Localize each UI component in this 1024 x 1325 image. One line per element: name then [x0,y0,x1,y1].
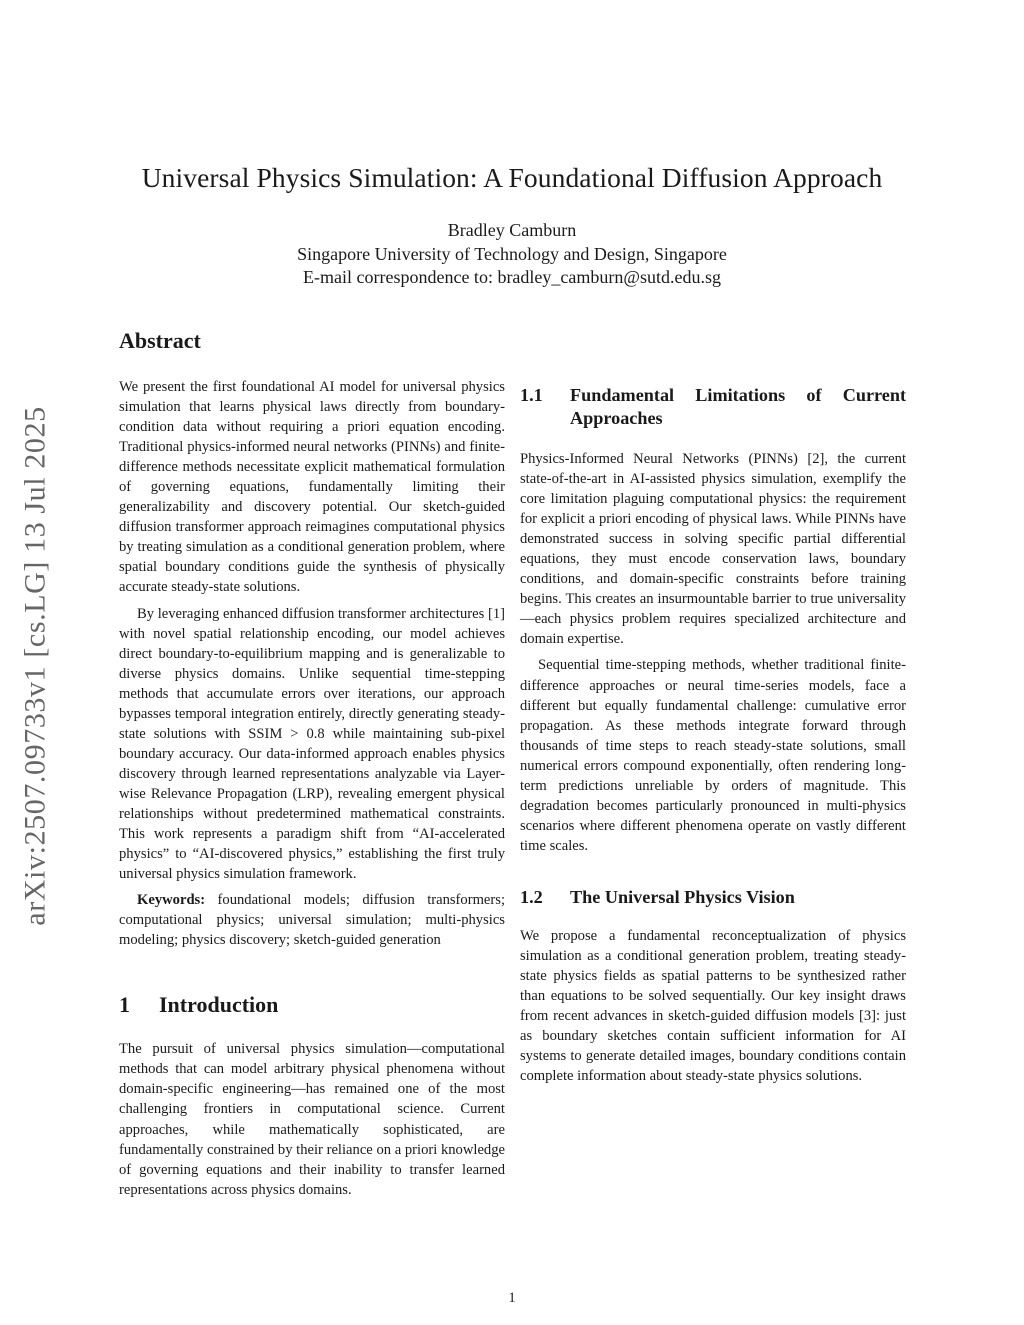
author-affiliation: Singapore University of Technology and Design, Singapore [297,243,727,264]
subsection-title: Fundamental Limitations of Current Approaches [570,385,906,428]
left-column [119,328,505,1200]
author-email: E-mail correspondence to: bradley_camburn@sutd.edu.sg [303,267,721,287]
subsection-1-2-heading [520,886,906,909]
section-title: Introduction [159,992,279,1018]
subsection-1-1-paragraph-1: Physics-Informed Neural Networks (PINNs) [2], the current state-of-the-art in AI-assisted physics simulation, exemplify the core limitation plaguing computational physics: the requirement for explicit a priori encoding of physical laws. While PINNs have demonstrated success in solving specific partial differential equations, they must encode conservation laws, boundary conditions, and domain-specific constraints before training begins. This creates an insurmountable barrier to true universality—each physics problem requires specialized architecture and domain expertise. [520,451,906,648]
introduction-paragraph-1: The pursuit of universal physics simulation—computational methods that can model arbitrary physical phenomena without domain-specific engineering—has remained one of the most challenging frontiers in computational science. Current approaches, while mathematically sophisticated, are fundamentally constrained by their reliance on a priori knowledge of governing equations and their inability to transfer learned representations across physics domains. [119,1041,505,1198]
subsection-title: The Universal Physics Vision [570,886,795,907]
section-number: 1 [119,992,130,1018]
abstract-paragraph-2: By leveraging enhanced diffusion transformer architectures [1] with novel spatial relationship encoding, our model achieves direct boundary-to-equilibrium mapping and is generalizable to diverse physics domains. Unlike sequential time-stepping methods that accumulate errors over iterations, our approach bypasses temporal integration entirely, directly generating steady-state solutions with SSIM > 0.8 while maintaining sub-pixel boundary accuracy. Our data-informed approach enables physics discovery through learned representations analyzable via Layer-wise Relevance Propagation (LRP), revealing emergent physical relationships without predetermined mathematical constraints. This work represents a paradigm shift from “AI-accelerated physics” to “AI-discovered physics,” establishing the first truly universal physics simulation framework. [119,605,505,883]
subsection-1-1-heading [520,384,906,430]
page-number: 1 [508,1290,516,1306]
author-name: Bradley Camburn [447,220,577,240]
abstract-heading: Abstract [119,328,201,353]
abstract-paragraph-1: We present the first foundational AI model for universal physics simulation that learns physical laws directly from boundary-condition data without requiring a priori equation encoding. Traditional physics-informed neural networks (PINNs) and finite-difference methods necessitate explicit mathematical formulation of governing equations, fundamentally limiting their generalizability and discovery potential. Our sketch-guided diffusion transformer approach reimagines computational physics by treating simulation as a conditional generation problem, where spatial boundary conditions guide the synthesis of physically accurate steady-state solutions. [119,379,505,596]
keywords-text: foundational models; diffusion transformers; computational physics; universal simulation; multi-physics modeling; physics discovery; sketch-guided generation [119,892,505,949]
subsection-number: 1.1 [520,385,543,405]
column-continuation-spacer [520,334,906,344]
author-block [0,219,1024,290]
right-column [520,334,906,1086]
subsection-number: 1.2 [520,886,543,907]
arxiv-identifier-sidebar [12,382,60,950]
keywords-label: Keywords: [137,892,206,909]
arxiv-identifier: arXiv:2507.09733v1 [cs.LG] 13 Jul 2025 [19,406,53,926]
subsection-1-2-paragraph-1: We propose a fundamental reconceptualization of physics simulation as a conditional generation problem, treating steady-state physics fields as spatial patterns to be synthesized rather than equations to be solved sequentially. Our key insight draws from recent advances in sketch-guided diffusion models [3]: just as boundary sketches contain sufficient information for AI systems to generate detailed images, boundary conditions contain complete information about steady-state physics solutions. [520,927,906,1085]
introduction-heading [119,992,505,1018]
keywords-paragraph [119,890,505,950]
paper-title: Universal Physics Simulation: A Foundational Diffusion Approach [141,162,883,193]
subsection-1-1-paragraph-2: Sequential time-stepping methods, whether traditional finite-difference approaches or neural time-series models, face a different but equally fundamental challenge: cumulative error propagation. As these methods integrate forward through thousands of time steps to reach steady-state solutions, small numerical errors compound exponentially, often rendering long-term predictions unreliable by orders of magnitude. This degradation becomes particularly pronounced in multi-physics scenarios where different phenomena operate on vastly different time scales. [520,657,906,854]
